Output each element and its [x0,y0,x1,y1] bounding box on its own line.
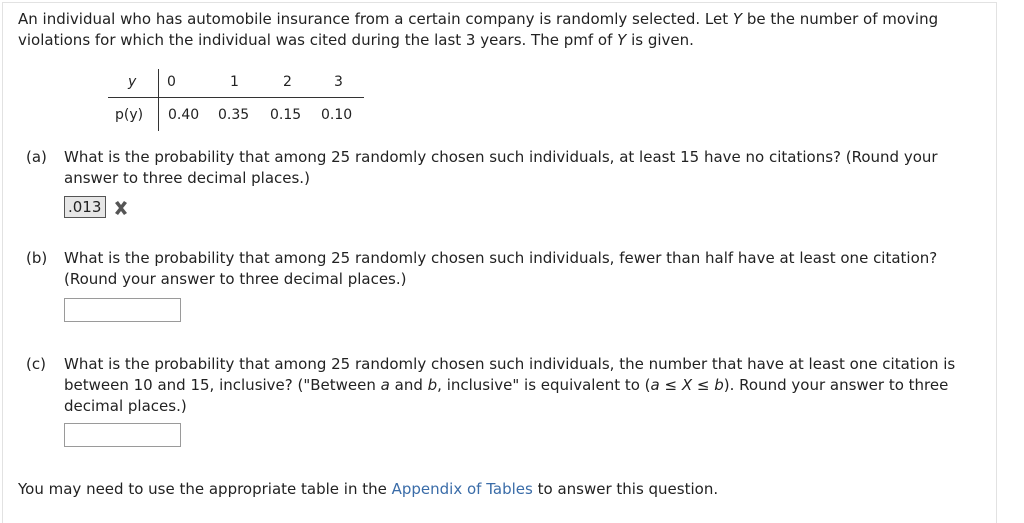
p-value: 0.40 [168,107,200,123]
part-a-answer[interactable]: .013 [64,196,106,218]
appendix-link[interactable]: Appendix of Tables [391,480,533,498]
footer-note: You may need to use the appropriate table in the Appendix of Tables to answer this question. [18,480,719,498]
table-divider-horizontal [108,97,364,98]
y-value: 3 [334,74,343,90]
p-value: 0.35 [218,107,250,123]
y-value: 0 [167,74,176,90]
part-b-question: What is the probability that among 25 randomly chosen such individuals, fewer than half have at least one citation? (Round your answer to three decimal places.) [64,249,938,288]
problem-intro: An individual who has automobile insurance from a certain company is randomly selected. Let Y be the number of moving violations for which the individual was cited during the last 3 years. The pmf of Y is given. [18,10,939,49]
y-value: 1 [230,74,239,90]
p-header: p(y) [115,107,144,123]
part-c-label: (c) [26,355,46,373]
table-divider-vertical [158,69,159,131]
part-c-question: What is the probability that among 25 randomly chosen such individuals, the number that have at least one citation is between 10 and 15, inclusive? ("Between a and b, inclusive" is equivalent to (a ≤ X ≤ b). Round your answer to three decimal places.) [64,355,956,415]
part-a-question: What is the probability that among 25 randomly chosen such individuals, at least 15 have no citations? (Round your answer to three decimal places.) [64,148,938,187]
y-value: 2 [283,74,292,90]
part-a-label: (a) [26,148,47,166]
x-mark-icon [110,197,132,219]
part-b-label: (b) [26,249,48,267]
p-value: 0.10 [321,107,353,123]
y-header: y [128,74,137,90]
part-c-answer-input[interactable] [64,423,181,447]
p-value: 0.15 [270,107,302,123]
part-b-answer-input[interactable] [64,298,181,322]
